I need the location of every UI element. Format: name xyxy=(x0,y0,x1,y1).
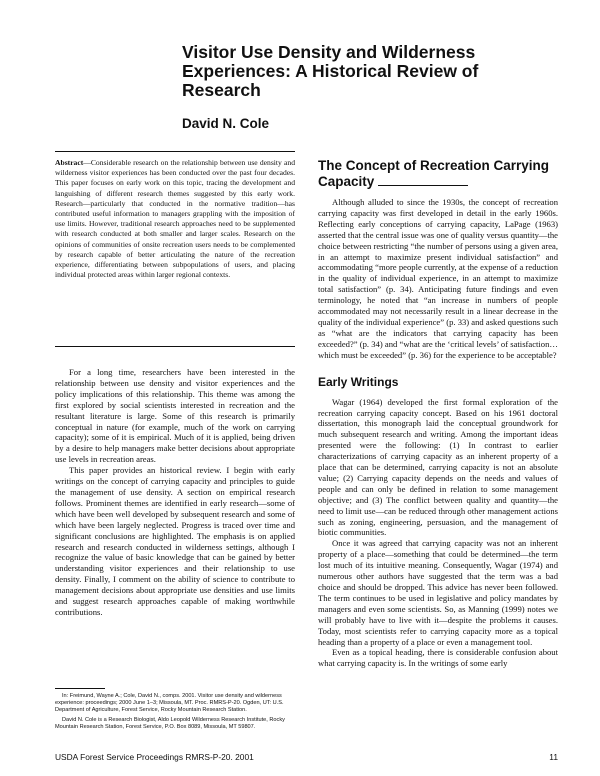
abstract-top-rule xyxy=(55,151,295,152)
section2-paragraph-2: Once it was agreed that carrying capacity was not an inherent property of a place—something that could be determined—the term lost much of its intuitive meaning. Consequently, Wagar (1974) and numerous other authors have suggested that the term was a bad choice and should be dropped. This advice has never been followed. The term continues to be used in legislative and policy mandates by managers and even some scientists. So, as Manning (1999) notes we will probably have to live with it—despite the problems it causes. Today, most scientists refer to carrying capacity more as a topical heading than a property of a place or even a management tool. xyxy=(318,538,558,647)
intro-paragraph-2: This paper provides an historical review. I begin with early writings on the concept of carrying capacity and principles to guide the management of use density. A section on empirical research follows. Prominent themes are identified in early research—some of which have been well developed by subsequent research and some of which have been largely neglected. Progress is traced over time and significant conclusions are highlighted. The emphasis is on applied research and research conducted in wilderness settings, although I recognize the value of basic knowledge that can be gained by better understanding visitor experiences and their relationship to use density. Finally, I comment on the ability of science to contribute to management decisions about appropriate use densities and use limits and suggest research approaches capable of making worthwhile contributions. xyxy=(55,465,295,617)
abstract-paragraph xyxy=(55,158,295,280)
footer-publication: USDA Forest Service Proceedings RMRS-P-20. 2001 xyxy=(55,752,254,762)
abstract-text: —Considerable research on the relationship between use density and wilderness visitor experiences has been conducted over the past four decades. This paper focuses on early work on this topic, tracing the development and languishing of different research themes suggested by this early work. Research—particularly that conducted in the normative tradition—has contributed useful information to managers grappling with the imposition of use limits. However, traditional research approaches need to be supplemented with research conducted at both smaller and larger scales. Research on the opinions of communities of onsite recreation users needs to be complemented by research capable of better articulating the nature of the recreation experience, differentiating between subpopulations of users, and placing individual protected areas within larger regional contexts. xyxy=(55,158,295,280)
section-heading-early-writings: Early Writings xyxy=(318,374,399,389)
abstract-block xyxy=(55,158,295,280)
intro-section xyxy=(55,367,295,618)
footnote-citation: In: Freimund, Wayne A.; Cole, David N., comps. 2001. Visitor use density and wilderness experience: proceedings; 2000 June 1–3; Missoula, MT. Proc. RMRS-P-20. Ogden, UT: U.S. Department of Agriculture, Forest Service, Rocky Mountain Research Station. xyxy=(55,693,284,713)
right-column xyxy=(318,158,558,669)
abstract-label: Abstract xyxy=(55,158,84,167)
footnotes xyxy=(55,693,295,734)
section2-paragraph-1: Wagar (1964) developed the first formal exploration of the recreation carrying capacity concept. Based on his 1961 doctoral dissertation, this monograph laid the conceptual groundwork for much subsequent research and writing. Among the important ideas presented were the following: (1) In contrast to earlier characterizations of carrying capacity as an inherent property of a place that can be determined, carrying capacity is not an absolute value; (2) Carrying capacity depends on the needs and values of people and can only be defined in relation to some management objective; and (3) The conflict between quality and quantity—the need to limit use—can be reduced through other management actions such as zoning, engineering, persuasion, and the management of biotic communities. xyxy=(318,396,558,538)
footnote-author-affiliation: David N. Cole is a Research Biologist, Aldo Leopold Wilderness Research Institute, Rocky Mountain Research Station, Forest Service, P.O. Box 8089, Missoula, MT 59807. xyxy=(55,716,285,730)
intro-paragraph-1: For a long time, researchers have been interested in the relationship between use density and visitor experiences and the policy implications of this relationship. This theme was among the first explored by social scientists interested in recreation and the resultant literature is large. Some of this research is primarily conceptual in nature (for example, much of the work on carrying capacity); some of it is empirical. Much of it is applied, being driven by a desire to help managers make better decisions about appropriate use levels in recreation areas. xyxy=(55,367,295,465)
section1-paragraph-1: Although alluded to since the 1930s, the concept of recreation carrying capacity was first developed in detail in the early 1960s. Reflecting early conceptions of carrying capacity, LaPage (1963) asserted that the central issue was one of quality versus quantity—the choice between restricting “the number of persons using a given area, in an attempt to maximize present individual satisfaction” and accommodating “more people currently, at the expense of a reduction in the quality of individual experience, in an attempt to maximize total satisfaction” (p. 34). Anticipating future findings and even terminology, he noted that “an increase in numbers of people accommodated may not necessarily result in a linear decrease in the quality of the individual experience” (p. 33) and asked questions such as “what are the indicators that carrying capacity has been exceeded?” (p. 34) and “what are the ‘critical levels’ of satisfaction…which must be exceeded” (p. 36) for the experience to be acceptable? xyxy=(318,197,558,360)
page-number: 11 xyxy=(549,752,558,762)
section2-paragraph-3: Even as a topical heading, there is considerable confusion about what carrying capacity is. In the writings of some early xyxy=(318,647,558,669)
abstract-bottom-rule xyxy=(55,346,295,347)
paper-title: Visitor Use Density and Wilderness Experiences: A Historical Review of Research xyxy=(182,42,479,100)
footnote-rule xyxy=(55,688,105,689)
section-heading-carrying-capacity: The Concept of Recreation Carrying Capacity xyxy=(318,158,550,189)
author-name: David N. Cole xyxy=(182,116,270,131)
